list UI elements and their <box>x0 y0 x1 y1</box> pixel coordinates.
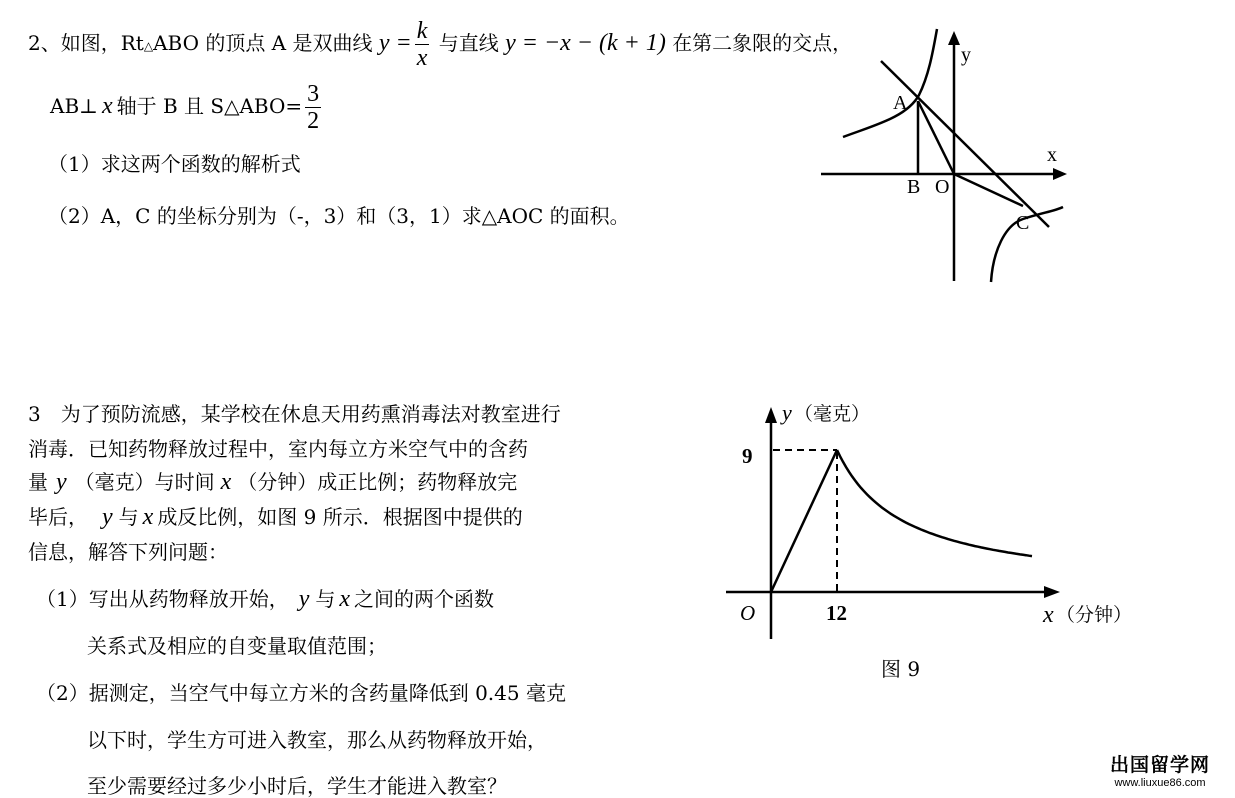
q3-part1-a: （1）写出从药物释放开始， <box>36 587 289 611</box>
q2-line2-x: x <box>101 93 113 119</box>
q2-area-numerator: 3 <box>307 81 320 107</box>
q3-part1-y: y <box>298 586 310 612</box>
q3-part-1 <box>36 587 494 611</box>
q3-line4-c: 成反比例，如图 9 所示．根据图中提供的 <box>157 505 523 529</box>
q2-hyperbola-fraction <box>415 18 430 71</box>
q3-line3-b: （毫克）与时间 <box>74 470 215 494</box>
watermark-url: www.liuxue86.com <box>1114 777 1206 789</box>
q2-segment-AO <box>918 101 954 174</box>
q3-decay-curve <box>837 450 1032 556</box>
q2-lead-2: ABO 的顶点 A 是双曲线 <box>153 31 373 55</box>
q2-hyperbola-numerator: k <box>416 18 428 44</box>
q3-line3-y: y <box>56 469 67 495</box>
q3-line-2: 消毒．已知药物释放过程中，室内每立方米空气中的含药 <box>28 437 528 461</box>
q3-line-3 <box>28 470 517 494</box>
q3-y-var: y <box>782 400 792 425</box>
q3-part1-b: 与 <box>315 587 336 611</box>
q2-area-fraction <box>305 81 321 134</box>
q3-origin-label: O <box>740 601 756 625</box>
q2-label-x: x <box>1047 144 1057 166</box>
q3-peak-y-label: 9 <box>742 444 753 468</box>
q2-area-denominator: 2 <box>307 108 320 134</box>
q2-part-2: （2）A，C 的坐标分别为（-，3）和（3，1）求△AOC 的面积。 <box>48 204 630 228</box>
q3-line4-b: 与 <box>118 505 139 529</box>
q2-label-C: C <box>1016 212 1030 234</box>
q2-line-2 <box>50 78 324 134</box>
q2-x-arrow <box>1053 168 1067 180</box>
q3-line3-x: x <box>220 469 232 495</box>
q3-x-arrow <box>1044 586 1060 598</box>
watermark-logo <box>1110 750 1210 789</box>
q3-line4-x: x <box>142 504 154 530</box>
q2-hyperbola-denominator: x <box>416 45 428 71</box>
q3-part-2-cont-1: 以下时，学生方可进入教室，那么从药物释放开始， <box>87 728 547 752</box>
q3-line-5: 信息，解答下列问题： <box>28 540 228 564</box>
q2-label-O: O <box>935 176 950 198</box>
q3-part1-c: 之间的两个函数 <box>354 587 495 611</box>
q2-line2-b: 轴于 B 且 S△ABO= <box>116 94 303 118</box>
q2-part-1: （1）求这两个函数的解析式 <box>48 152 301 176</box>
q2-label-y: y <box>961 44 971 66</box>
q2-y-arrow <box>948 31 960 45</box>
q3-y-arrow <box>765 407 777 423</box>
q3-line-1: 3 为了预防流感，某学校在休息天用药熏消毒法对教室进行 <box>28 402 561 426</box>
q3-part-2-cont-2: 至少需要经过多少小时后，学生才能进入教室？ <box>87 774 507 798</box>
q2-lead: 2、如图，Rt <box>28 31 144 55</box>
q3-peak-x-label: 12 <box>826 601 847 625</box>
q2-tail-text: 在第二象限的交点， <box>672 31 853 55</box>
q3-line3-c: （分钟）成正比例；药物释放完 <box>237 470 518 494</box>
q3-caption: 图 9 <box>881 657 921 681</box>
q2-line-equation: y = −x − (k + 1) <box>505 30 666 56</box>
q3-y-unit: （毫克） <box>794 403 871 425</box>
q3-figure <box>720 395 1160 695</box>
q3-part-2: （2）据测定，当空气中每立方米的含药量降低到 0.45 毫克 <box>36 681 566 705</box>
q3-line-4 <box>28 505 523 529</box>
q3-part1-x: x <box>339 586 351 612</box>
watermark-name: 出国留学网 <box>1109 754 1210 776</box>
q2-triangle-symbol: △ <box>143 39 154 53</box>
q2-label-A: A <box>893 92 908 114</box>
q2-line2-a: AB⊥ <box>50 94 98 118</box>
q2-mid-text: 与直线 <box>438 31 499 55</box>
q2-figure <box>815 25 1085 295</box>
q3-x-unit: （分钟） <box>1056 604 1133 626</box>
q3-rising-segment <box>771 450 837 592</box>
q2-label-B: B <box>907 176 921 198</box>
q2-straight-line <box>881 61 1049 227</box>
q3-line4-lead: 毕后， <box>28 505 88 529</box>
q3-part-1-cont: 关系式及相应的自变量取值范围； <box>87 634 387 658</box>
q2-hyperbola-left <box>843 29 937 137</box>
q3-line3-lead: 量 <box>28 470 48 494</box>
q3-line4-y: y <box>102 504 113 530</box>
q3-x-var: x <box>1043 602 1054 628</box>
q2-line-1 <box>28 18 852 71</box>
q2-hyperbola-lhs: y = <box>378 30 412 56</box>
